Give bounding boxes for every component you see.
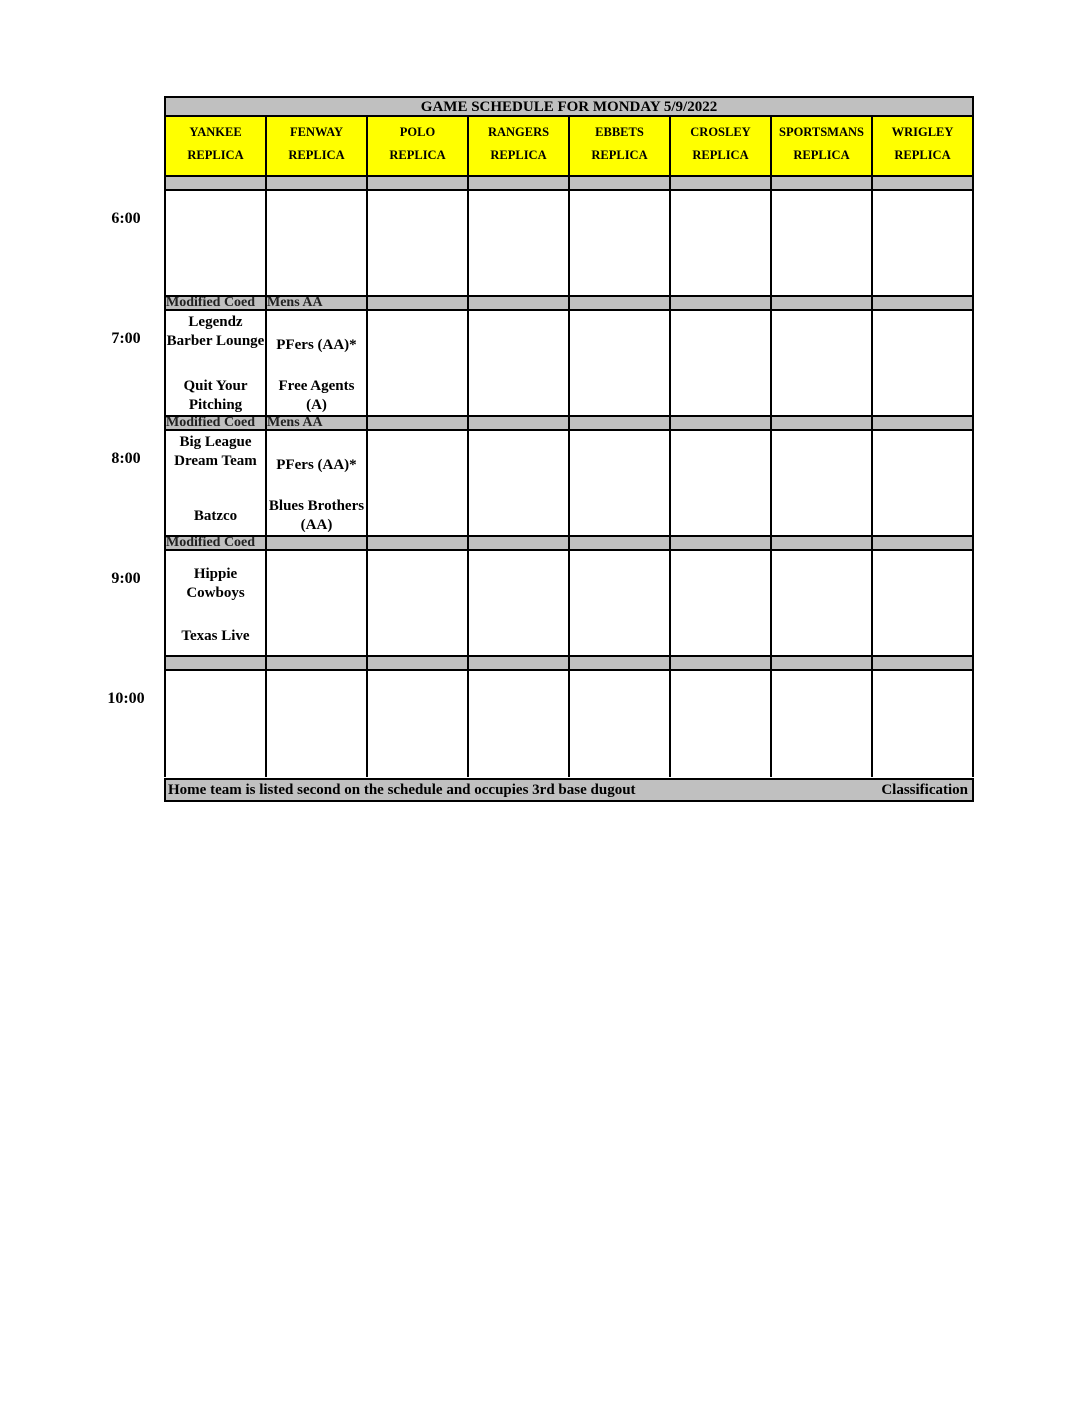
classification-label (772, 537, 873, 549)
classification-label (267, 657, 368, 669)
game-cell (469, 551, 570, 657)
game-cell (469, 311, 570, 417)
game-slot-row (164, 551, 974, 657)
game-cell (267, 311, 368, 417)
game-cell (267, 191, 368, 297)
game-cell (772, 431, 873, 537)
home-team: Texas Live (181, 628, 250, 644)
game-cell (368, 671, 469, 777)
classification-label (368, 417, 469, 429)
field-type: REPLICA (894, 148, 951, 162)
field-name: WRIGLEY (891, 125, 954, 139)
time-label: 9:00 (111, 570, 141, 587)
game-cell (873, 191, 974, 297)
field-type: REPLICA (591, 148, 648, 162)
classification-label (873, 417, 974, 429)
game-cell (772, 311, 873, 417)
game-slot-row (164, 191, 974, 297)
game-cell (873, 671, 974, 777)
field-header-yankee (166, 117, 267, 175)
game-cell (166, 191, 267, 297)
game-cell (570, 191, 671, 297)
home-team: Batzco (193, 508, 238, 524)
game-cell (368, 431, 469, 537)
classification-label (570, 417, 671, 429)
classification-label (469, 417, 570, 429)
classification-label (469, 297, 570, 309)
classification-band (164, 175, 974, 191)
field-type: REPLICA (389, 148, 446, 162)
away-team: Legendz Barber Lounge (166, 314, 265, 349)
classification-band (164, 655, 974, 671)
game-cell (166, 431, 267, 537)
game-cell (570, 551, 671, 657)
game-cell (873, 431, 974, 537)
game-cell (368, 551, 469, 657)
game-cell (671, 671, 772, 777)
classification-label (772, 657, 873, 669)
field-name: SPORTSMANS (779, 125, 864, 139)
field-name: EBBETS (595, 125, 644, 139)
game-cell (671, 311, 772, 417)
game-cell (570, 311, 671, 417)
game-cell (772, 191, 873, 297)
game-slot-row (164, 671, 974, 777)
schedule-table (164, 96, 974, 802)
classification-label (570, 297, 671, 309)
footer-legend: Classification (881, 782, 968, 798)
classification-label (772, 297, 873, 309)
field-header-ebbets (570, 117, 671, 175)
classification-label (267, 537, 368, 549)
field-name: POLO (399, 125, 436, 139)
game-cell (166, 551, 267, 657)
home-team: Blues Brothers (AA) (268, 498, 365, 533)
classification-label (671, 657, 772, 669)
classification-label (671, 177, 772, 189)
game-cell (671, 551, 772, 657)
away-team: PFers (AA)* (276, 337, 357, 353)
home-team: Quit Your Pitching (183, 378, 248, 413)
classification-label (772, 417, 873, 429)
game-cell (570, 431, 671, 537)
field-header-rangers (469, 117, 570, 175)
game-cell (368, 191, 469, 297)
field-type: REPLICA (288, 148, 345, 162)
classification-label (166, 657, 267, 669)
classification-band (164, 295, 974, 311)
classification-label (469, 537, 570, 549)
classification-label (772, 177, 873, 189)
time-label: 8:00 (111, 450, 141, 467)
classification-label: Modified Coed (166, 297, 267, 309)
classification-label (267, 177, 368, 189)
time-label: 6:00 (111, 210, 141, 227)
classification-label (671, 417, 772, 429)
classification-label (368, 657, 469, 669)
classification-label: Modified Coed (166, 537, 267, 549)
classification-label (873, 177, 974, 189)
game-cell (267, 671, 368, 777)
time-label: 10:00 (107, 690, 145, 707)
schedule-title: GAME SCHEDULE FOR MONDAY 5/9/2022 (164, 96, 974, 117)
field-type: REPLICA (692, 148, 749, 162)
field-type: REPLICA (187, 148, 244, 162)
game-slot-row (164, 431, 974, 537)
classification-label (166, 177, 267, 189)
classification-label (873, 657, 974, 669)
field-header-fenway (267, 117, 368, 175)
time-label: 7:00 (111, 330, 141, 347)
classification-label (873, 297, 974, 309)
classification-label (570, 177, 671, 189)
game-cell (469, 671, 570, 777)
away-team: Hippie Cowboys (186, 566, 245, 601)
classification-label: Mens AA (267, 417, 368, 429)
field-name: FENWAY (289, 125, 344, 139)
classification-label (368, 537, 469, 549)
game-slot-row (164, 311, 974, 417)
field-header-crosley (671, 117, 772, 175)
field-header-sportsmans (772, 117, 873, 175)
field-type: REPLICA (793, 148, 850, 162)
game-cell (570, 671, 671, 777)
classification-label (570, 537, 671, 549)
classification-label (469, 657, 570, 669)
field-name: RANGERS (487, 125, 550, 139)
game-cell (368, 311, 469, 417)
classification-label (368, 297, 469, 309)
field-header-row (164, 117, 974, 175)
home-team: Free Agents (A) (278, 378, 355, 413)
game-cell (873, 311, 974, 417)
field-header-wrigley (873, 117, 972, 175)
game-cell (166, 671, 267, 777)
game-cell (267, 431, 368, 537)
classification-band (164, 535, 974, 551)
field-type: REPLICA (490, 148, 547, 162)
classification-label (570, 657, 671, 669)
field-name: YANKEE (189, 125, 242, 139)
game-cell (469, 191, 570, 297)
game-cell (469, 431, 570, 537)
classification-label: Mens AA (267, 297, 368, 309)
footer-bar (164, 778, 974, 802)
field-name: CROSLEY (690, 125, 751, 139)
away-team: Big League Dream Team (174, 434, 257, 469)
game-cell (166, 311, 267, 417)
classification-label (671, 297, 772, 309)
game-cell (671, 431, 772, 537)
game-cell (267, 551, 368, 657)
classification-label (368, 177, 469, 189)
away-team: PFers (AA)* (276, 457, 357, 473)
classification-label: Modified Coed (166, 417, 267, 429)
classification-label (671, 537, 772, 549)
footer-note: Home team is listed second on the schedule and occupies 3rd base dugout (168, 782, 636, 798)
field-header-polo (368, 117, 469, 175)
game-cell (772, 551, 873, 657)
classification-label (873, 537, 974, 549)
classification-label (469, 177, 570, 189)
classification-band (164, 415, 974, 431)
game-cell (873, 551, 974, 657)
game-cell (772, 671, 873, 777)
game-cell (671, 191, 772, 297)
